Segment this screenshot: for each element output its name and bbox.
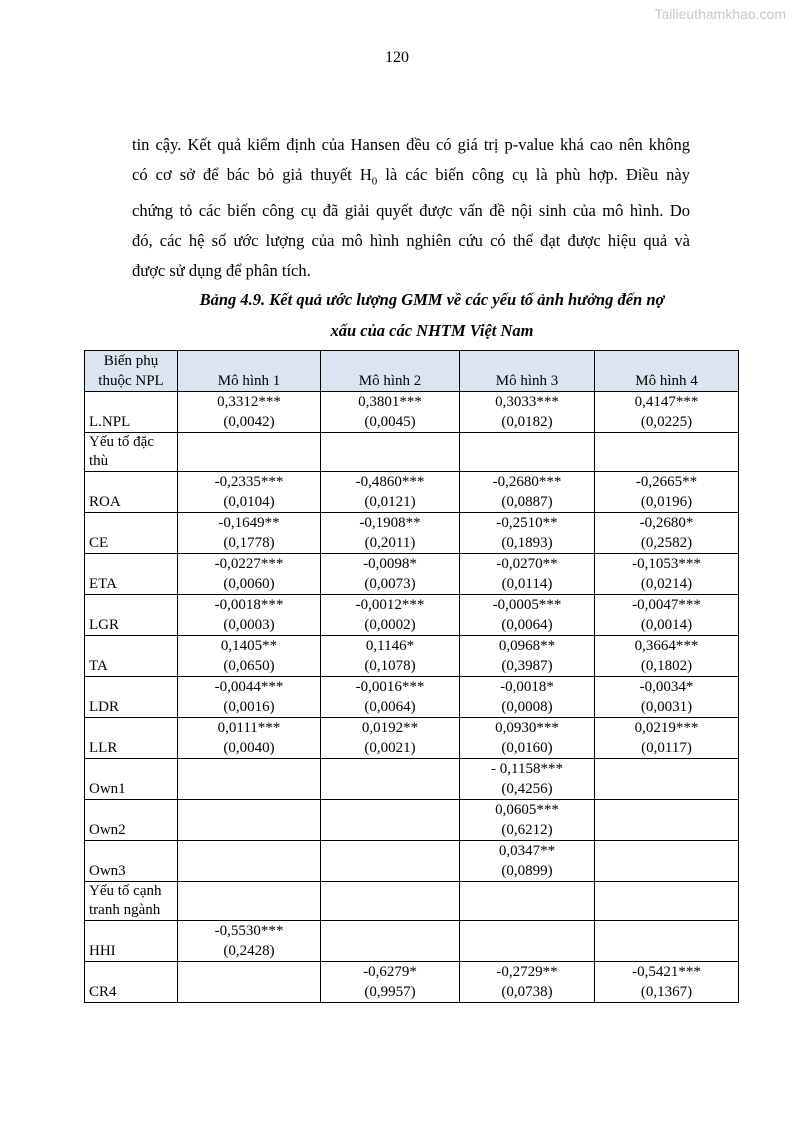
coefficient-value	[182, 962, 316, 982]
empty-cell	[595, 433, 739, 472]
paragraph-line: có cơ sở để bác bỏ giả thuyết $H_0$ là các biến công cụ là phù hợp. Điều này	[132, 165, 690, 188]
coefficient-value	[325, 800, 455, 820]
standard-error: (0,2011)	[364, 535, 416, 551]
coefficient-value	[325, 841, 455, 861]
standard-error	[182, 779, 316, 799]
standard-error: (0,0225)	[640, 414, 693, 430]
header-model-4: Mô hình 4	[595, 351, 739, 392]
coefficient-cell	[460, 636, 595, 677]
coefficient-value: -0,2680***	[492, 474, 562, 490]
table-row	[85, 800, 739, 841]
standard-error: (0,0060)	[223, 576, 275, 592]
coefficient-value: -0,2510**	[496, 515, 558, 531]
standard-error: (0,0045)	[364, 414, 416, 430]
coefficient-value: -0,0005***	[492, 597, 562, 613]
standard-error	[599, 820, 734, 840]
coefficient-cell	[178, 962, 321, 1003]
coefficient-cell	[321, 392, 460, 433]
standard-error: (0,0016)	[223, 699, 275, 715]
standard-error	[599, 941, 734, 961]
table-row	[85, 513, 739, 554]
coefficient-value: -0,0098*	[363, 556, 417, 572]
table-row	[85, 921, 739, 962]
coefficient-cell	[460, 677, 595, 718]
coefficient-cell	[595, 595, 739, 636]
variable-name: LLR	[85, 718, 178, 759]
coefficient-cell	[595, 841, 739, 882]
standard-error: (0,0899)	[501, 863, 553, 879]
standard-error: (0,0064)	[501, 617, 553, 633]
empty-cell	[460, 882, 595, 921]
coefficient-value: 0,0930***	[495, 720, 559, 736]
table-row	[85, 718, 739, 759]
coefficient-value: -0,0270**	[496, 556, 558, 572]
coefficient-value	[599, 800, 734, 820]
coefficient-cell	[595, 718, 739, 759]
coefficient-value: 0,3033***	[495, 394, 559, 410]
coefficient-cell	[178, 759, 321, 800]
section-label: Yếu tố đặc thù	[85, 433, 178, 472]
coefficient-value: 0,0111***	[217, 720, 281, 736]
coefficient-cell	[321, 718, 460, 759]
coefficient-value: -0,0044***	[214, 679, 284, 695]
coefficient-value: -0,0018***	[214, 597, 284, 613]
coefficient-cell	[178, 595, 321, 636]
standard-error: (0,0042)	[223, 414, 275, 430]
coefficient-value: -0,5421***	[632, 964, 701, 980]
standard-error: (0,0104)	[223, 494, 275, 510]
coefficient-value: -0,1053***	[632, 556, 701, 572]
coefficient-cell	[595, 677, 739, 718]
standard-error	[182, 820, 316, 840]
table-row	[85, 554, 739, 595]
table-row	[85, 759, 739, 800]
standard-error: (0,0117)	[641, 740, 692, 756]
coefficient-cell	[595, 759, 739, 800]
coefficient-cell	[595, 800, 739, 841]
coefficient-cell	[595, 962, 739, 1003]
coefficient-value: -0,1649**	[218, 515, 280, 531]
standard-error: (0,1078)	[364, 658, 416, 674]
standard-error	[325, 779, 455, 799]
empty-cell	[460, 433, 595, 472]
standard-error: (0,4256)	[501, 781, 553, 797]
standard-error: (0,0738)	[501, 984, 553, 1000]
coefficient-cell	[178, 636, 321, 677]
variable-name: LGR	[85, 595, 178, 636]
coefficient-value	[182, 841, 316, 861]
table-section-row	[85, 433, 739, 472]
variable-name: CE	[85, 513, 178, 554]
coefficient-cell	[321, 513, 460, 554]
table-section-row	[85, 882, 739, 921]
standard-error: (0,0031)	[640, 699, 693, 715]
table-caption: Bảng 4.9. Kết quả ước lượng GMM về các yếu tố ảnh hưởng đến nợ	[199, 290, 665, 309]
coefficient-cell	[595, 513, 739, 554]
standard-error: (0,0214)	[640, 576, 693, 592]
coefficient-cell	[460, 962, 595, 1003]
coefficient-value	[599, 921, 734, 941]
coefficient-value: 0,3801***	[358, 394, 422, 410]
coefficient-value	[599, 841, 734, 861]
empty-cell	[321, 882, 460, 921]
variable-name: TA	[85, 636, 178, 677]
coefficient-value: 0,0605***	[495, 802, 559, 818]
variable-name: ETA	[85, 554, 178, 595]
coefficient-cell	[460, 392, 595, 433]
coefficient-value	[325, 759, 455, 779]
standard-error: (0,0160)	[501, 740, 553, 756]
empty-cell	[595, 882, 739, 921]
coefficient-cell	[178, 921, 321, 962]
coefficient-value: -0,0018*	[500, 679, 554, 695]
standard-error: (0,0121)	[364, 494, 416, 510]
paragraph-line: chứng tỏ các biến công cụ đã giải quyết được vấn đề nội sinh của mô hình. Do	[132, 201, 690, 221]
variable-name: Own1	[85, 759, 178, 800]
coefficient-value: - 0,1158***	[491, 761, 563, 777]
standard-error	[325, 941, 455, 961]
standard-error	[325, 861, 455, 881]
variable-name: Own3	[85, 841, 178, 882]
coefficient-cell	[321, 636, 460, 677]
coefficient-cell	[321, 921, 460, 962]
table-row	[85, 677, 739, 718]
coefficient-cell	[595, 636, 739, 677]
table-row	[85, 392, 739, 433]
standard-error: (0,1893)	[501, 535, 553, 551]
coefficient-value: -0,0012***	[355, 597, 425, 613]
coefficient-cell	[321, 800, 460, 841]
coefficient-cell	[460, 718, 595, 759]
variable-name: CR4	[85, 962, 178, 1003]
coefficient-cell	[460, 554, 595, 595]
table-caption-continued: xấu của các NHTM Việt Nam	[330, 321, 534, 340]
standard-error: (0,0196)	[640, 494, 693, 510]
coefficient-cell	[460, 513, 595, 554]
coefficient-cell	[460, 800, 595, 841]
standard-error: (0,6212)	[501, 822, 553, 838]
coefficient-cell	[178, 677, 321, 718]
standard-error: (0,2582)	[640, 535, 693, 551]
table-header-row	[85, 351, 739, 392]
standard-error: (0,3987)	[501, 658, 553, 674]
body-paragraph	[132, 130, 690, 286]
standard-error: (0,0014)	[640, 617, 693, 633]
coefficient-cell	[321, 472, 460, 513]
empty-cell	[321, 433, 460, 472]
variable-name: HHI	[85, 921, 178, 962]
section-label: Yếu tố cạnh tranh ngành	[85, 882, 178, 921]
coefficient-cell	[460, 472, 595, 513]
coefficient-cell	[178, 513, 321, 554]
page-number: 120	[385, 49, 409, 66]
coefficient-value	[464, 921, 590, 941]
variable-name: LDR	[85, 677, 178, 718]
coefficient-value: -0,6279*	[363, 964, 417, 980]
standard-error: (0,0002)	[364, 617, 416, 633]
coefficient-value: -0,0016***	[355, 679, 425, 695]
standard-error: (0,1367)	[640, 984, 693, 1000]
coefficient-value: 0,0192**	[361, 720, 419, 736]
results-table	[84, 350, 739, 1003]
paragraph-line: đó, các hệ số ước lượng của mô hình nghiên cứu có thể đạt được hiệu quả và	[132, 231, 690, 251]
standard-error: (0,2428)	[223, 943, 275, 959]
coefficient-value: 0,0968**	[498, 638, 556, 654]
coefficient-cell	[178, 718, 321, 759]
coefficient-value: -0,0047***	[632, 597, 701, 613]
table-row	[85, 636, 739, 677]
coefficient-cell	[178, 554, 321, 595]
coefficient-cell	[321, 841, 460, 882]
coefficient-cell	[321, 759, 460, 800]
watermark: Tailieuthamkhao.com	[654, 6, 786, 22]
standard-error: (0,0003)	[223, 617, 275, 633]
coefficient-cell	[460, 841, 595, 882]
coefficient-value: 0,4147***	[634, 394, 699, 410]
coefficient-cell	[460, 759, 595, 800]
standard-error	[325, 820, 455, 840]
table-row	[85, 962, 739, 1003]
standard-error: (0,0182)	[501, 414, 553, 430]
standard-error: (0,0114)	[501, 576, 553, 592]
coefficient-value: -0,2729**	[496, 964, 558, 980]
coefficient-cell	[595, 392, 739, 433]
standard-error	[464, 941, 590, 961]
standard-error	[182, 861, 316, 881]
coefficient-value	[182, 759, 316, 779]
standard-error	[599, 861, 734, 881]
coefficient-value: -0,2665**	[635, 474, 698, 490]
coefficient-value: 0,3664***	[634, 638, 699, 654]
coefficient-value: 0,0347**	[498, 843, 556, 859]
coefficient-cell	[595, 472, 739, 513]
coefficient-value: -0,1908**	[359, 515, 421, 531]
coefficient-value: 0,3312***	[217, 394, 281, 410]
variable-name: L.NPL	[85, 392, 178, 433]
paragraph-line: tin cậy. Kết quả kiểm định của Hansen đều có giá trị p-value khá cao nên không	[132, 135, 690, 154]
coefficient-value: 0,1405**	[220, 638, 278, 654]
coefficient-cell	[178, 472, 321, 513]
coefficient-value: 0,0219***	[634, 720, 699, 736]
standard-error: (0,0650)	[223, 658, 275, 674]
standard-error: (0,0887)	[501, 494, 553, 510]
coefficient-cell	[321, 554, 460, 595]
standard-error: (0,0040)	[223, 740, 275, 756]
standard-error: (0,0021)	[364, 740, 416, 756]
coefficient-value: -0,0227***	[214, 556, 284, 572]
coefficient-cell	[595, 554, 739, 595]
coefficient-value	[182, 800, 316, 820]
coefficient-cell	[321, 595, 460, 636]
standard-error: (0,1802)	[640, 658, 693, 674]
coefficient-value: -0,4860***	[355, 474, 425, 490]
standard-error: (0,0008)	[501, 699, 553, 715]
standard-error: (0,0064)	[364, 699, 416, 715]
variable-name: ROA	[85, 472, 178, 513]
standard-error: (0,9957)	[364, 984, 416, 1000]
header-dependent-variable: Biến phụ thuộc NPL	[85, 351, 178, 392]
empty-cell	[178, 433, 321, 472]
table-row	[85, 472, 739, 513]
empty-cell	[178, 882, 321, 921]
standard-error	[182, 982, 316, 1002]
standard-error	[599, 779, 734, 799]
coefficient-value: -0,0034*	[639, 679, 694, 695]
header-model-2: Mô hình 2	[321, 351, 460, 392]
coefficient-cell	[460, 595, 595, 636]
standard-error: (0,0073)	[364, 576, 416, 592]
coefficient-cell	[178, 392, 321, 433]
standard-error: (0,1778)	[223, 535, 275, 551]
coefficient-value: -0,5530***	[214, 923, 284, 939]
coefficient-cell	[321, 677, 460, 718]
coefficient-cell	[595, 921, 739, 962]
coefficient-value: -0,2680*	[639, 515, 694, 531]
table-row	[85, 841, 739, 882]
table-row	[85, 595, 739, 636]
subscript: 0	[371, 175, 378, 188]
coefficient-cell	[178, 800, 321, 841]
coefficient-cell	[178, 841, 321, 882]
variable-name: Own2	[85, 800, 178, 841]
paragraph-line: được sử dụng để phân tích.	[132, 261, 311, 281]
header-model-1: Mô hình 1	[178, 351, 321, 392]
header-model-3: Mô hình 3	[460, 351, 595, 392]
table-body	[85, 392, 739, 1003]
coefficient-value: -0,2335***	[214, 474, 284, 490]
coefficient-cell	[460, 921, 595, 962]
coefficient-value: 0,1146*	[365, 638, 415, 654]
coefficient-value	[599, 759, 734, 779]
coefficient-cell	[321, 962, 460, 1003]
coefficient-value	[325, 921, 455, 941]
